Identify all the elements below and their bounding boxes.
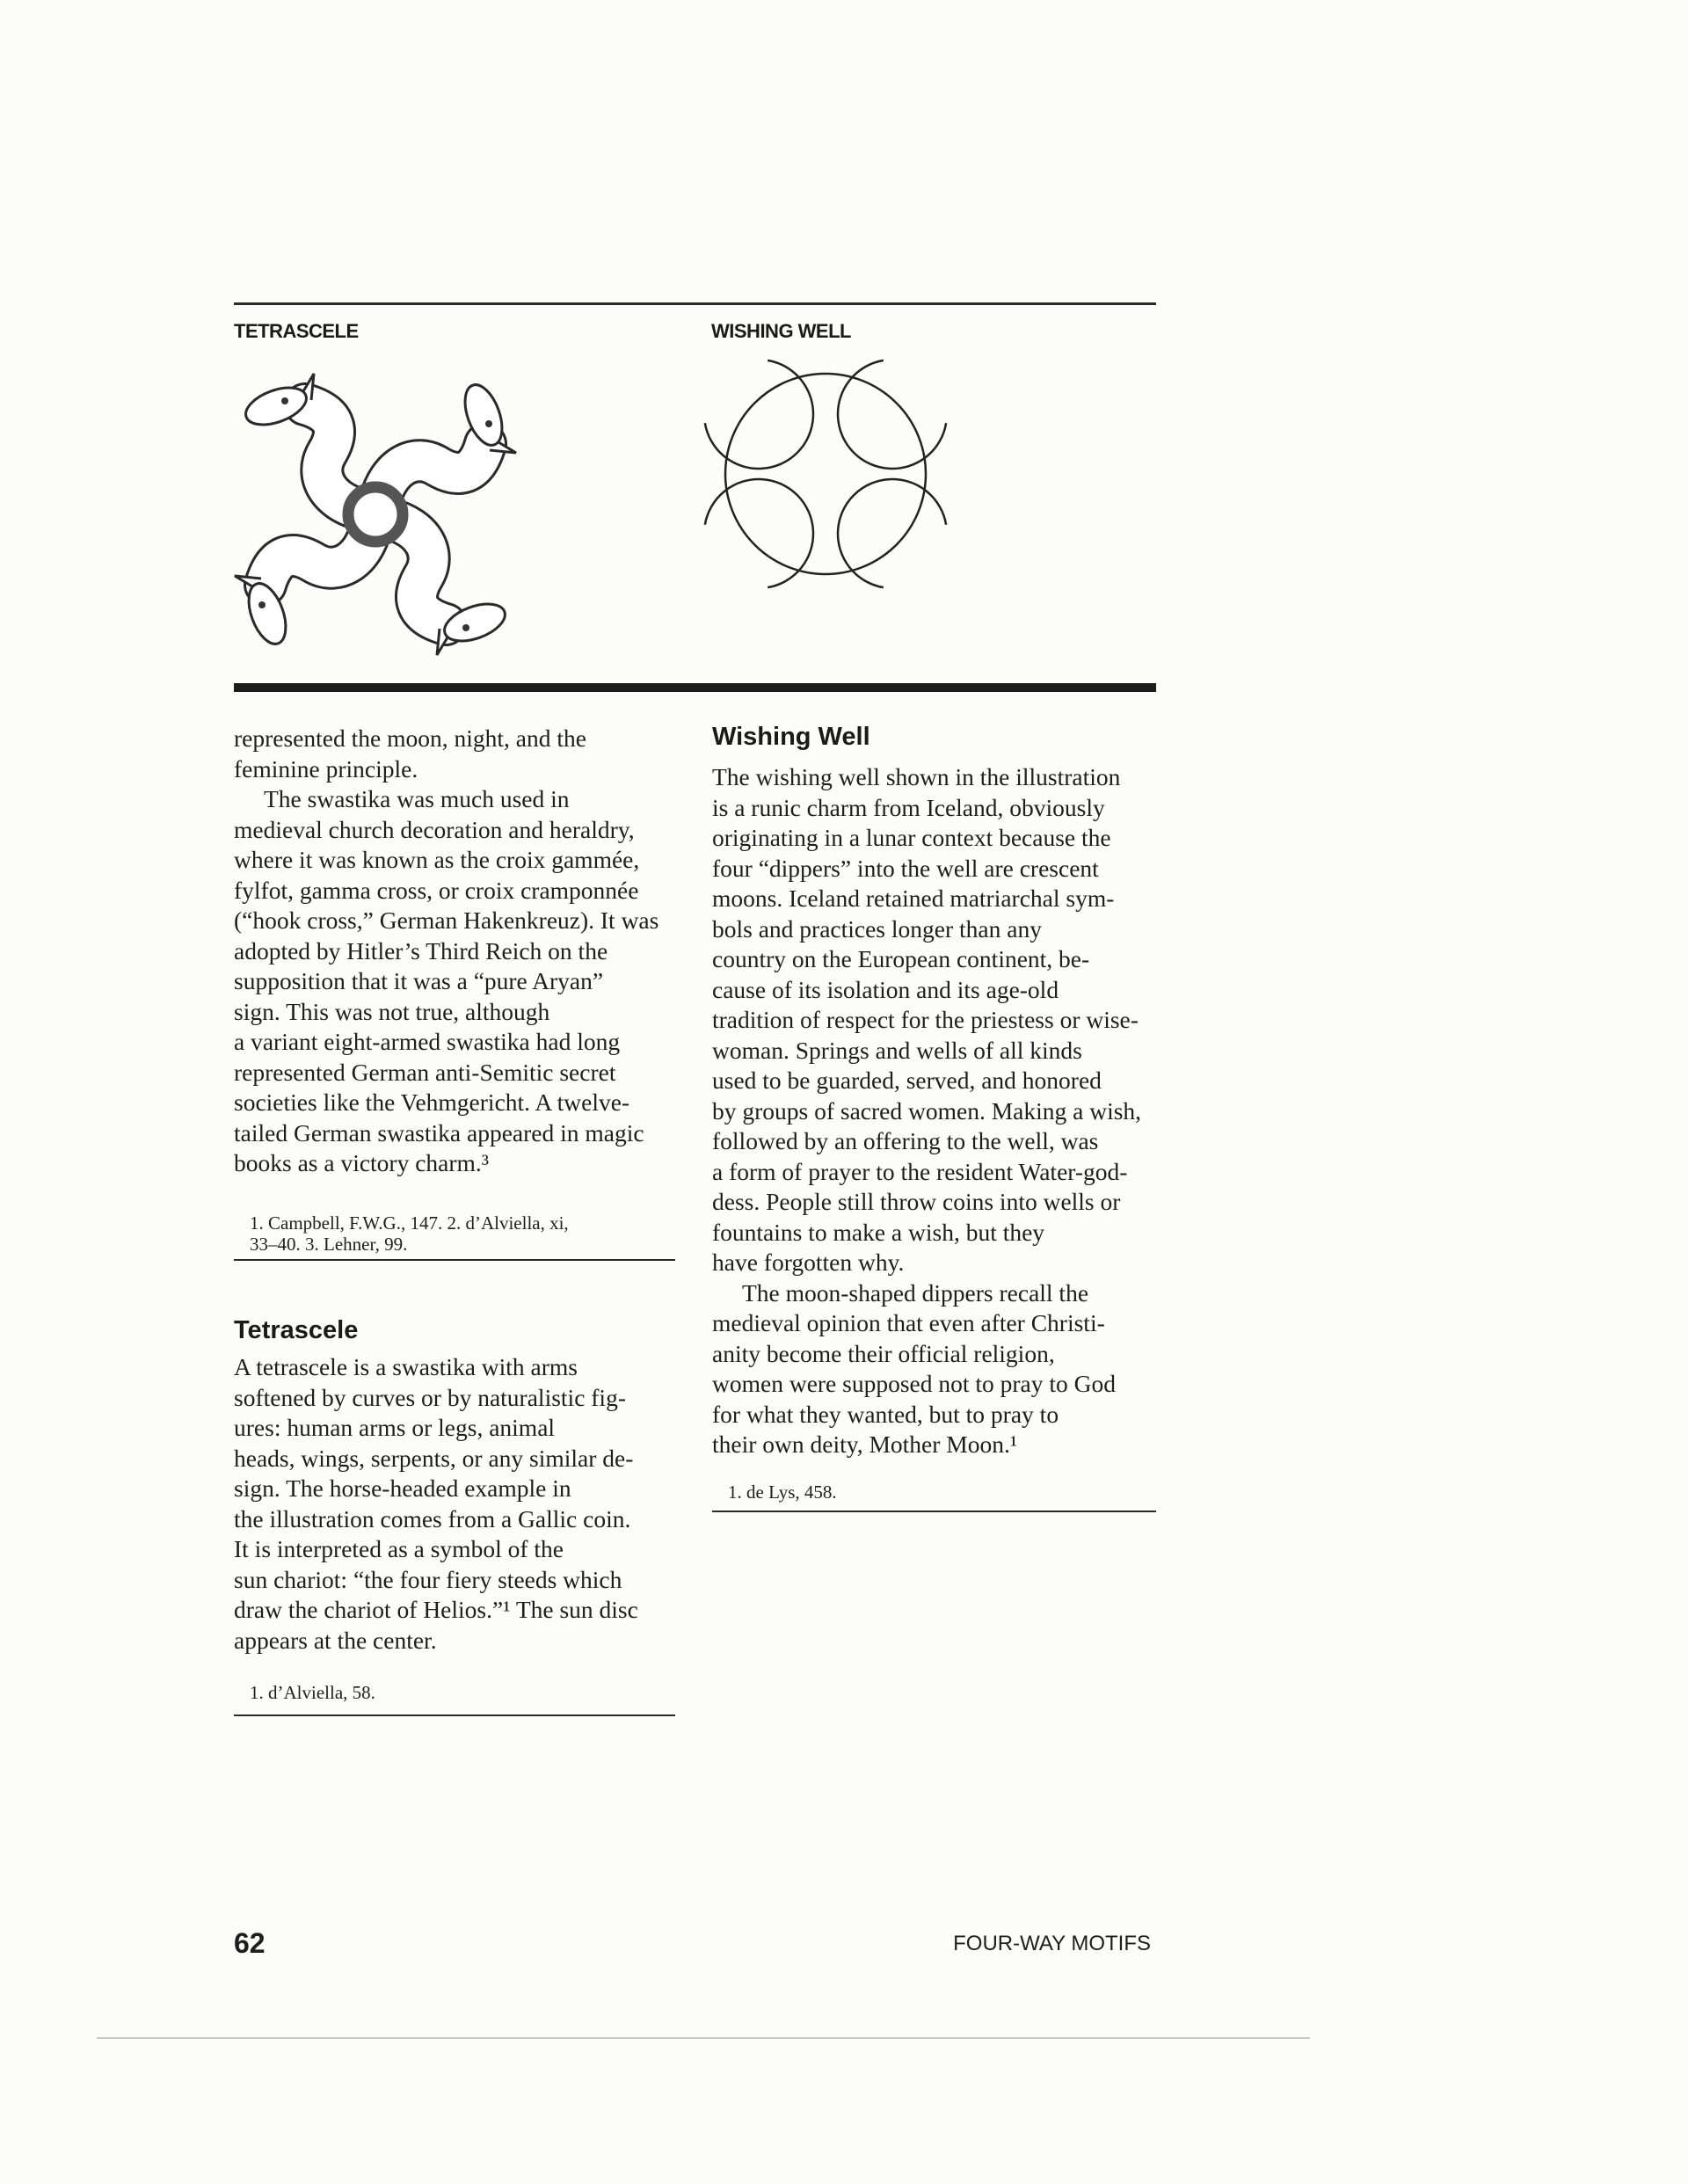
text-line: medieval opinion that even after Christi-	[712, 1309, 1105, 1336]
footnote-rule	[712, 1511, 1156, 1512]
tetrascele-text	[234, 1352, 638, 1656]
crescent-dipper	[705, 360, 813, 469]
text-line: where it was known as the croix gammée,	[234, 846, 640, 873]
text-line: medieval church decoration and heraldry,	[234, 815, 635, 843]
text-line: heads, wings, serpents, or any similar de-	[234, 1444, 634, 1472]
tetrascele-footnote	[250, 1682, 375, 1703]
wishing-well-text	[712, 762, 1141, 1460]
horse-arm	[235, 528, 371, 649]
horse-eye	[485, 420, 492, 427]
text-line: woman. Springs and wells of all kinds	[712, 1036, 1082, 1064]
crescent-dippers	[705, 360, 946, 587]
text-line: fylfot, gamma cross, or croix cramponnée	[234, 876, 639, 904]
text-line: ures: human arms or legs, animal	[234, 1414, 556, 1441]
crescent-dipper	[838, 479, 946, 587]
text-line: by groups of sacred women. Making a wish,	[712, 1096, 1142, 1125]
text-line: appears at the center.	[234, 1626, 437, 1654]
text-line: country on the European continent, be-	[712, 945, 1090, 972]
text-line: sun chariot: “the four fiery steeds which	[234, 1565, 622, 1593]
horse-eye	[258, 601, 266, 608]
footnote-rule	[234, 1259, 675, 1261]
text-line: sign. The horse-headed example in	[234, 1474, 571, 1502]
footnote-line: 33–40. 3. Lehner, 99.	[250, 1234, 408, 1255]
thick-rule	[234, 683, 1156, 692]
text-line: the illustration comes from a Gallic coin.	[234, 1504, 631, 1532]
text-line: a variant eight-armed swastika had long	[234, 1028, 621, 1055]
horse-arm	[241, 374, 362, 510]
horse-arm	[389, 519, 510, 655]
scan-edge-line	[97, 2037, 1310, 2039]
left-column-text	[234, 724, 658, 1179]
text-line: cause of its isolation and its age-old	[712, 975, 1059, 1003]
text-line: represented German anti-Semitic secret	[234, 1058, 616, 1086]
wishing-well-illustration	[695, 352, 958, 607]
text-line: bols and practices longer than any	[712, 914, 1042, 943]
page-number: 62	[234, 1927, 266, 1959]
text-line: for what they wanted, but to pray to	[712, 1400, 1059, 1428]
text-line: supposition that it was a “pure Aryan”	[234, 967, 604, 994]
text-line: fountains to make a wish, but they	[712, 1218, 1045, 1246]
horse-eye	[281, 397, 288, 404]
text-line: four “dippers” into the well are crescent	[712, 854, 1099, 882]
text-line: sign. This was not true, although	[234, 997, 550, 1025]
text-line: originating in a lunar context because the	[712, 824, 1111, 851]
footnote-line: 1. d’Alviella, 58.	[250, 1682, 375, 1703]
text-line: have forgotten why.	[712, 1249, 905, 1276]
text-line: used to be guarded, served, and honored	[712, 1067, 1102, 1094]
text-line: tailed German swastika appeared in magic	[234, 1118, 644, 1147]
text-line: a form of prayer to the resident Water-god-	[712, 1157, 1128, 1185]
text-line: softened by curves or by naturalistic fig-	[234, 1383, 626, 1411]
left-footnotes	[250, 1212, 569, 1255]
wishing-well-footnote	[728, 1481, 837, 1503]
text-line: anity become their official religion,	[712, 1339, 1055, 1367]
horse-eye	[462, 624, 469, 631]
text-line: draw the chariot of Helios.”¹ The sun disc	[234, 1596, 638, 1623]
text-line: The swastika was much used in	[264, 785, 570, 812]
text-line: A tetrascele is a swastika with arms	[234, 1353, 578, 1380]
horse-arm	[380, 380, 516, 501]
sun-disc-ring	[348, 487, 403, 542]
text-line: followed by an offering to the well, was	[712, 1127, 1099, 1154]
text-line: dess. People still throw coins into wells or	[712, 1188, 1121, 1215]
entry-heading-wishing-well: Wishing Well	[712, 723, 870, 751]
well-circle	[725, 374, 926, 574]
footnote-line: 1. de Lys, 458.	[728, 1481, 837, 1503]
text-line: societies like the Vehmgericht. A twelve-	[234, 1088, 630, 1116]
text-line: is a runic charm from Iceland, obviously	[712, 793, 1105, 821]
text-line: The moon-shaped dippers recall the	[742, 1278, 1089, 1307]
text-line: books as a victory charm.³	[234, 1149, 490, 1176]
text-line: (“hook cross,” German Hakenkreuz). It was	[234, 906, 659, 934]
text-line: adopted by Hitler’s Third Reich on the	[234, 936, 608, 965]
top-rule	[234, 302, 1156, 305]
entry-heading-tetrascele: Tetrascele	[234, 1316, 359, 1344]
running-footer: FOUR-WAY MOTIFS	[953, 1932, 1151, 1955]
text-line: It is interpreted as a symbol of the	[234, 1535, 564, 1562]
text-line: women were supposed not to pray to God	[712, 1370, 1117, 1397]
footnote-rule	[234, 1714, 675, 1716]
text-line: moons. Iceland retained matriarchal sym-	[712, 885, 1115, 912]
crescent-dipper	[838, 360, 946, 469]
tetrascele-illustration	[230, 369, 520, 659]
footnote-line: 1. Campbell, F.W.G., 147. 2. d’Alviella, xi,	[250, 1212, 569, 1234]
text-line: their own deity, Mother Moon.¹	[712, 1431, 1018, 1458]
text-line: The wishing well shown in the illustration	[712, 763, 1121, 790]
text-line: tradition of respect for the priestess or wise-	[712, 1006, 1139, 1033]
text-line: represented the moon, night, and the	[234, 724, 586, 752]
figure-label-tetrascele: TETRASCELE	[234, 320, 359, 342]
crescent-dipper	[705, 479, 813, 587]
figure-label-wishing-well: WISHING WELL	[711, 320, 851, 342]
text-line: feminine principle.	[234, 754, 418, 783]
